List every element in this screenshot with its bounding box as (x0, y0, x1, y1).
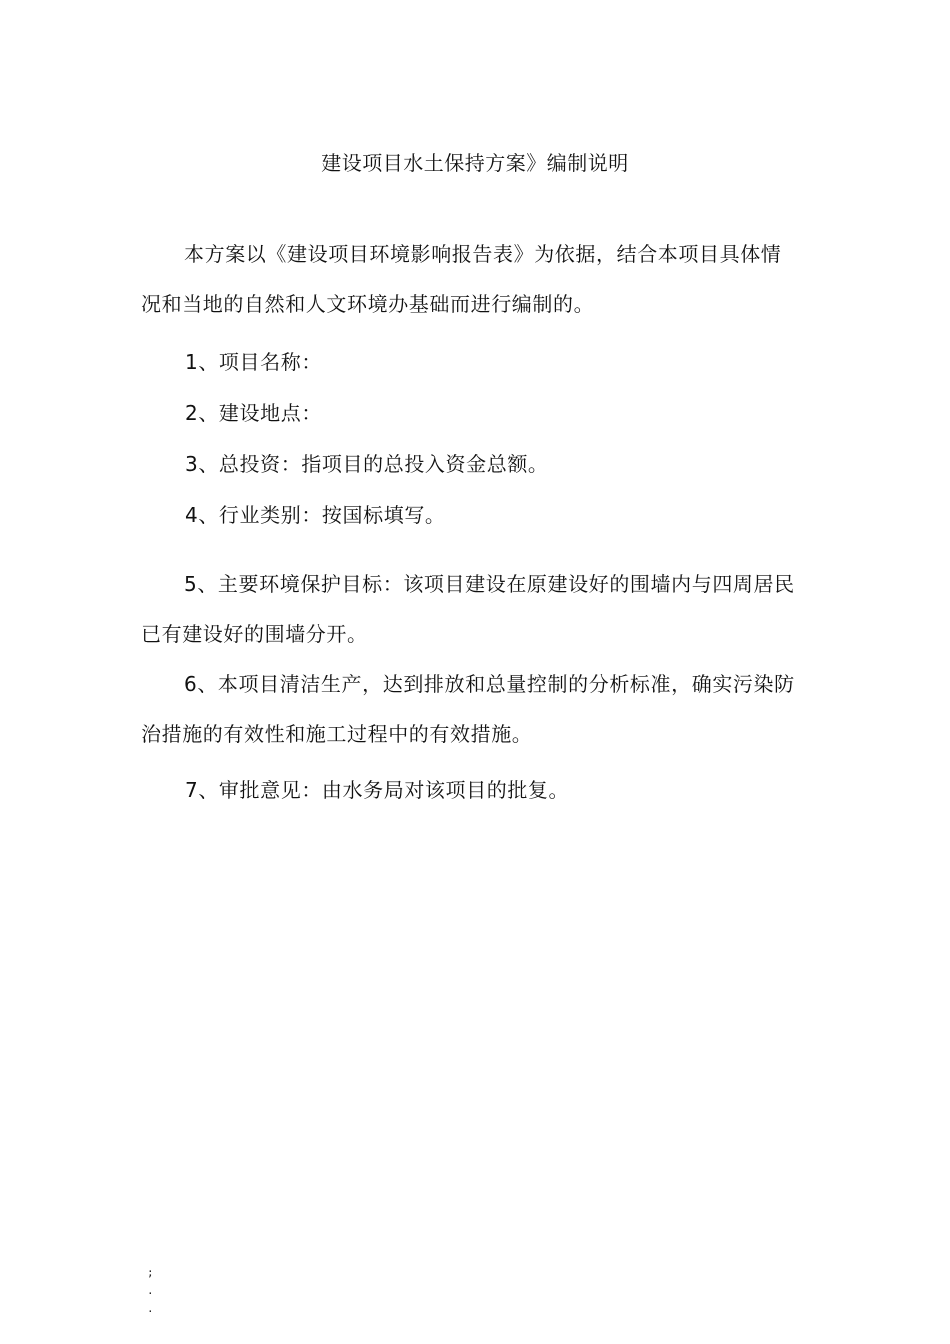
intro-paragraph: 本方案以《建设项目环境影响报告表》为依据，结合本项目具体情况和当地的自然和人文环境办基础而进行编制的。 (141, 242, 782, 316)
item-environment-protection: 5、主要环境保护目标：该项目建设在原建设好的围墙内与四周居民已有建设好的围墙分开。 (141, 572, 795, 646)
item-total-investment: 3、总投资：指项目的总投入资金总额。 (185, 452, 549, 476)
footer-mark-dot: . (147, 1302, 154, 1315)
footer-mark-semicolon: ; (147, 1266, 154, 1279)
footer-mark-dot: . (147, 1284, 154, 1297)
item-construction-site: 2、建设地点： (185, 401, 322, 425)
document-title: 建设项目水土保持方案》编制说明 (321, 151, 629, 175)
item-clean-production: 6、本项目清洁生产，达到排放和总量控制的分析标准，确实污染防治措施的有效性和施工过程中的有效措施。 (141, 672, 795, 746)
item-industry-category: 4、行业类别：按国标填写。 (185, 503, 446, 527)
item-project-name: 1、项目名称： (185, 350, 322, 374)
item-approval-opinion: 7、审批意见：由水务局对该项目的批复。 (185, 778, 570, 802)
